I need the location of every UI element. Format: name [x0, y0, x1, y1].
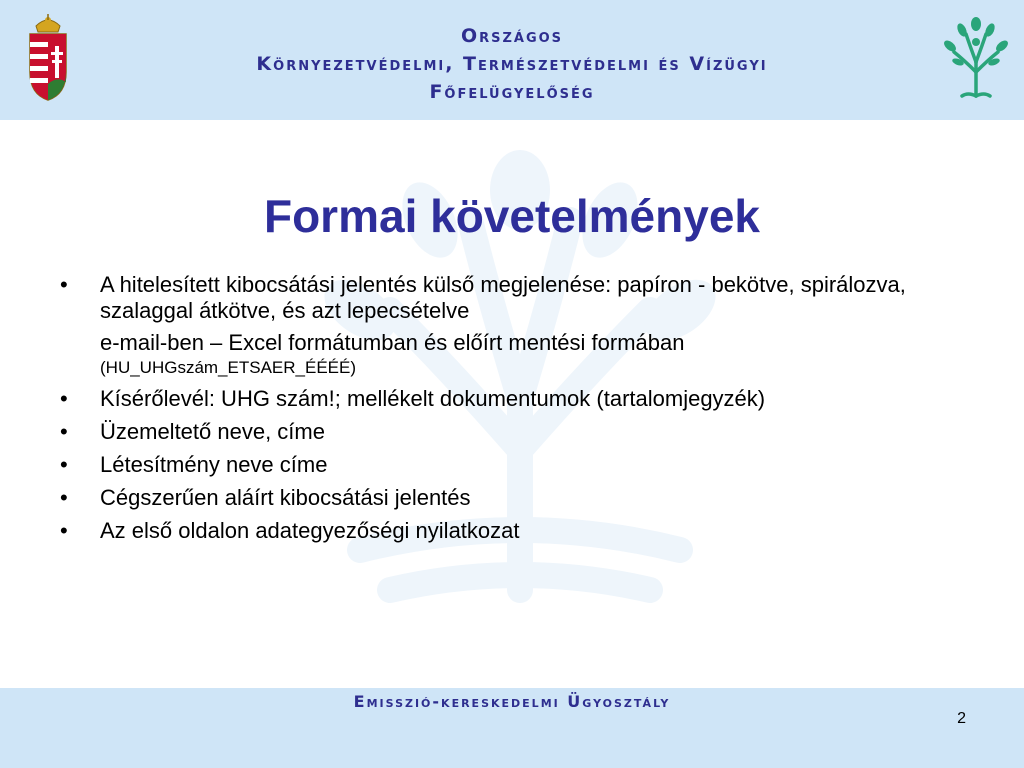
- page-number: 2: [957, 710, 966, 727]
- bullet-icon: •: [60, 518, 68, 543]
- list-item: [60, 452, 990, 478]
- list-item: [60, 518, 990, 544]
- department-name: Emisszió-kereskedelmi Ügyosztály: [353, 692, 671, 711]
- list-item-continuation-text: e-mail-ben – Excel formátumban és előírt mentési formában: [100, 330, 685, 355]
- list-item: [60, 485, 990, 511]
- bullet-icon: •: [60, 386, 68, 411]
- bullet-icon: •: [60, 419, 68, 444]
- list-item-continuation: [60, 330, 990, 378]
- list-item-text: A hitelesített kibocsátási jelentés külső megjelenése: papíron - bekötve, spirálozva, szalaggal átkötve, és azt lepecsételve: [100, 272, 906, 323]
- list-item-text: Üzemeltető neve, címe: [100, 419, 325, 444]
- agency-name-line-2: Környezetvédelmi, Természetvédelmi és Vízügyi: [256, 53, 768, 75]
- list-item: [60, 386, 990, 412]
- list-item-text: Az első oldalon adategyezőségi nyilatkozat: [100, 518, 520, 543]
- bullet-icon: •: [60, 452, 68, 477]
- file-name-pattern: (HU_UHGszám_ETSAER_ÉÉÉÉ): [100, 358, 357, 377]
- header-band: [0, 0, 1024, 120]
- bullet-icon: •: [60, 272, 68, 297]
- agency-name: [120, 22, 904, 106]
- list-item-text: Cégszerűen aláírt kibocsátási jelentés: [100, 485, 471, 510]
- footer-band: [0, 688, 1024, 768]
- tree-logo-icon: [940, 12, 1012, 100]
- bullet-icon: •: [60, 485, 68, 510]
- agency-name-line-3: Főfelügyelőség: [429, 81, 595, 103]
- list-item: [60, 419, 990, 445]
- coat-of-arms-icon: [22, 12, 74, 104]
- list-item-text: Létesítmény neve címe: [100, 452, 328, 477]
- agency-name-line-1: Országos: [460, 25, 564, 47]
- bullet-list: [60, 272, 990, 551]
- slide-title: Formai követelmények: [263, 190, 760, 242]
- list-item: [60, 272, 990, 324]
- list-item-text: Kísérőlevél: UHG szám!; mellékelt dokumentumok (tartalomjegyzék): [100, 386, 766, 411]
